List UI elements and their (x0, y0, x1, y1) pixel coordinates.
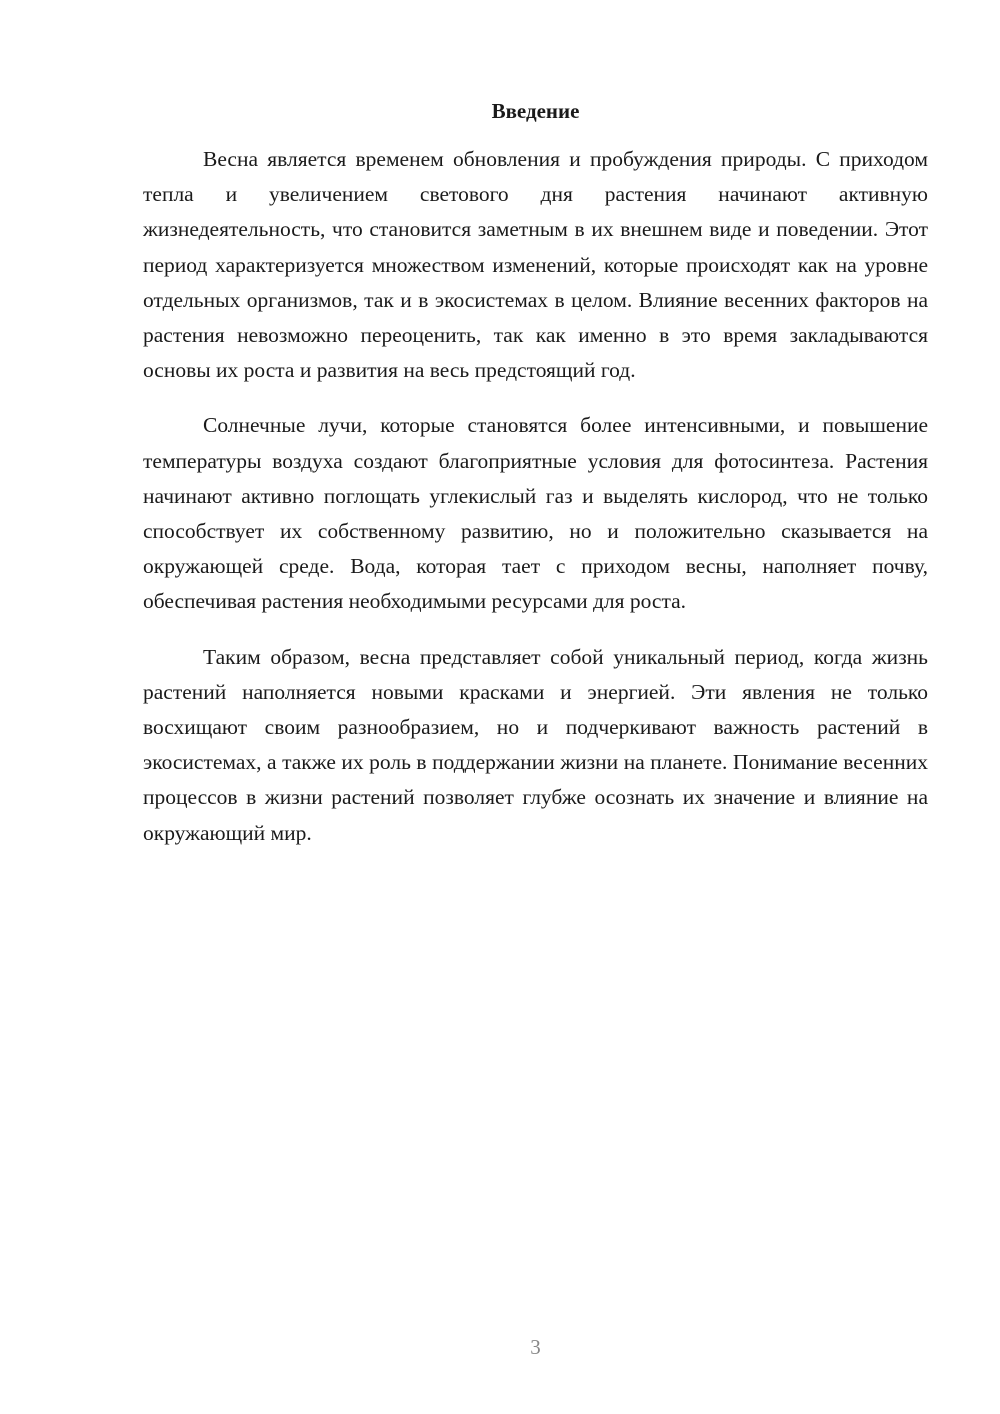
page-number: 3 (530, 1335, 541, 1359)
paragraph: Таким образом, весна представляет собой уникальный период, когда жизнь растений наполняется новыми красками и энергией. Эти явления не только восхищают своим разнообразием, но и подчеркивают важность растений в экосистемах, а также их роль в поддержании жизни на планете. Понимание весенних процессов в жизни растений позволяет глубже осознать их значение и влияние на окружающий мир. (143, 644, 928, 845)
paragraph: Весна является временем обновления и пробуждения природы. С приходом тепла и увеличением светового дня растения начинают активную жизнедеятельность, что становится заметным в их внешнем виде и поведении. Этот период характеризуется множеством изменений, которые происходят как на уровне отдельных организмов, так и в экосистемах в целом. Влияние весенних факторов на растения невозможно переоценить, так как именно в это время закладываются основы их роста и развития на весь предстоящий год. (143, 147, 928, 383)
section-title: Введение (491, 99, 580, 123)
paragraph: Солнечные лучи, которые становятся более интенсивными, и повышение температуры воздуха создают благоприятные условия для фотосинтеза. Растения начинают активно поглощать углекислый газ и выделять кислород, что не только способствует их собственному развитию, но и положительно сказывается на окружающей среде. Вода, которая тает с приходом весны, наполняет почву, обеспечивая растения необходимыми ресурсами для роста. (143, 413, 928, 614)
body-text (143, 142, 928, 871)
